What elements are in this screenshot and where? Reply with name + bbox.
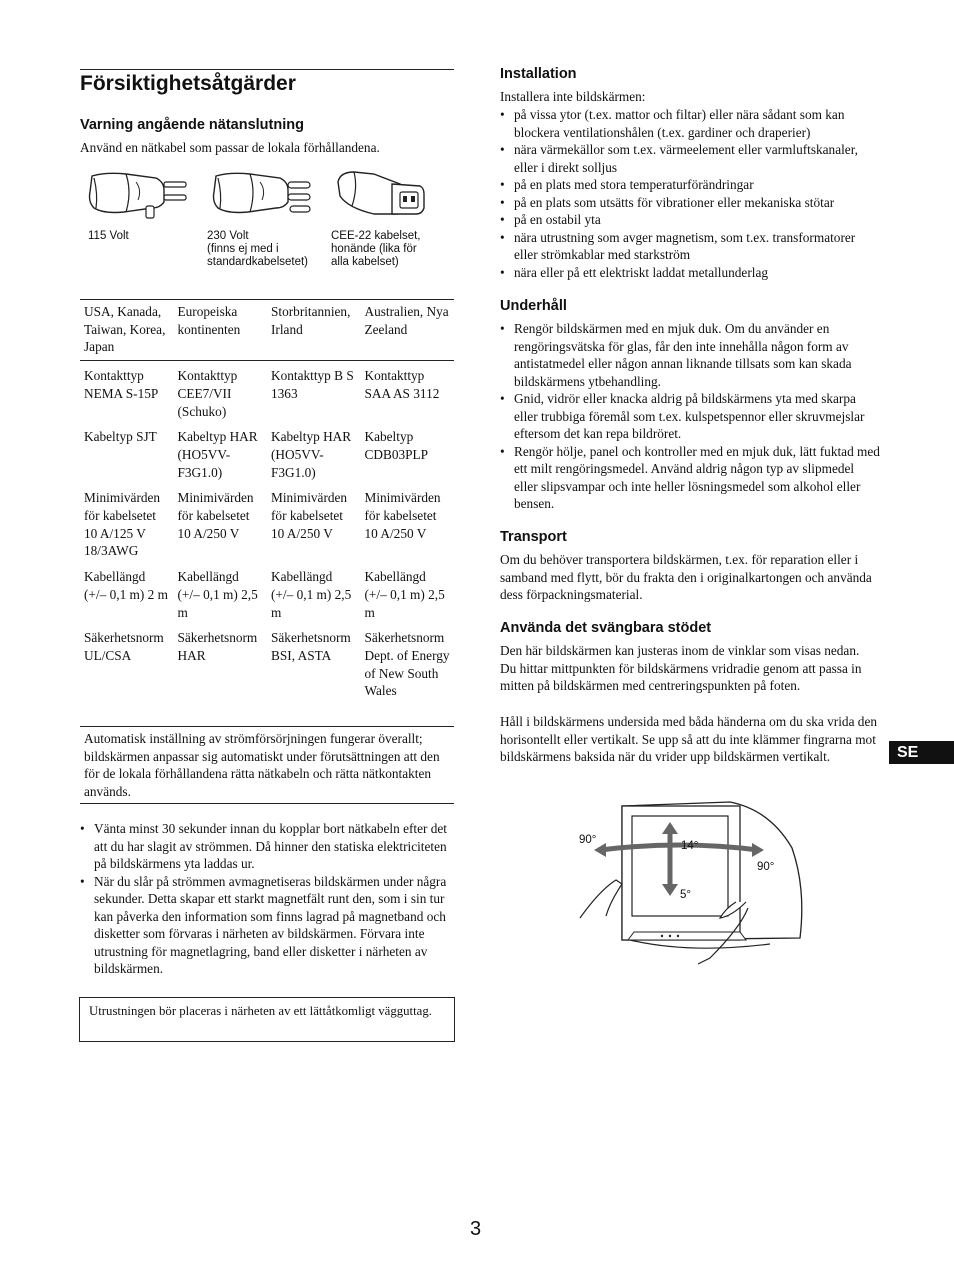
table-cell: Europeiska kontinenten: [174, 300, 268, 361]
table-cell: Minimivärden för kabelsetet 10 A/250 V: [177, 490, 254, 541]
table-row: [80, 361, 454, 427]
installation-bullets: [500, 106, 880, 281]
table-cell: Minimivärden för kabelsetet 10 A/250 V: [364, 490, 441, 541]
table-cell: Kabellängd (+/– 0,1 m) 2 m: [84, 569, 168, 602]
list-item: • på en ostabil yta: [500, 211, 880, 229]
maintenance-bullets: [500, 320, 880, 513]
list-item: • När du slår på strömmen avmagnetiseras bildskärmen under några sekunder. Detta skapar ett starkt magnetfält runt den, som i sin tur kan påverka den information som finns lagrad på magnetband och disketter som förvaras i närheten av bildskärmen. Förvara inte utrustning för magnetlagring, band eller disketter i närheten av bildskärmen.: [80, 873, 454, 978]
page-title: Försiktighetsåtgärder: [80, 72, 296, 95]
auto-note: Automatisk inställning av strömförsörjningen fungerar överallt; bildskärmen anpassar sig automatiskt under förutsättningen att den för de lokala förhållandena rätta nätkabeln och rätta nätkontakten används.: [84, 731, 440, 799]
table-cell: Säkerhetsnorm HAR: [177, 630, 258, 663]
table-cell: Kabellängd (+/– 0,1 m) 2,5 m: [177, 569, 258, 620]
plug-caption-115v: 115 Volt: [88, 230, 129, 242]
list-item: • Gnid, vidrör eller knacka aldrig på bildskärmens yta med skarpa eller trubbiga föremål som t.ex. kulspetspennor eller skruvmejslar eftersom det kan repa bildröret.: [500, 390, 880, 443]
stand-text-1: Den här bildskärmen kan justeras inom de vinklar som visas nedan. Du hittar mittpunkten för bildskärmens vridradie genom att passa in mitten på bildskärmen med centreringspunkten på foten.: [500, 643, 862, 693]
table-cell: Kontakttyp CEE7/VII (Schuko): [177, 368, 238, 419]
stand-text-2: Håll i bildskärmens undersida med båda händerna om du ska vrida den horisontellt eller vertikalt. Se upp så att du inte klämmer fingrarna mot bildskärmens baksida när du vrider upp bildskärmen vertikalt.: [500, 714, 878, 764]
transport-text: Om du behöver transportera bildskärmen, t.ex. för reparation eller i samband med flytt, bör du frakta den i originalkartongen och använda dess förpackningsmaterial.: [500, 552, 872, 602]
table-cell: Minimivärden för kabelsetet 10 A/125 V 18/3AWG: [84, 490, 161, 559]
table-cell: Säkerhetsnorm UL/CSA: [84, 630, 164, 663]
table-cell: Kabellängd (+/– 0,1 m) 2,5 m: [271, 569, 352, 620]
list-item: • Vänta minst 30 sekunder innan du kopplar bort nätkabeln efter det att du har slagit av strömmen. Då hinner den statiska elektriciteten på bildskärmens yta laddas ur.: [80, 820, 454, 873]
table-row: [80, 566, 454, 627]
plug-115v-icon: [86, 168, 190, 220]
angle-label-down: 5°: [680, 889, 691, 901]
plug-caption-cee22: CEE-22 kabelset, honände (lika för alla kabelset): [331, 230, 421, 268]
title-rule: [80, 69, 454, 70]
table-cell: Kabeltyp CDB03PLP: [364, 429, 429, 462]
stand-heading: Använda det svängbara stödet: [500, 620, 712, 636]
placement-note: Utrustningen bör placeras i närheten av ett lättåtkomligt vägguttag.: [89, 1004, 432, 1018]
list-item: • nära värmekällor som t.ex. värmeelement eller varmluftskanaler, eller i direkt solljus: [500, 141, 880, 176]
table-row: [80, 627, 454, 706]
table-cell: Kabeltyp HAR (HO5VV-F3G1.0): [177, 429, 258, 480]
table-cell: Kontakttyp SAA AS 3112: [364, 368, 440, 401]
table-cell: Kontakttyp B S 1363: [271, 368, 354, 401]
table-cell: Säkerhetsnorm Dept. of Energy of New South Wales: [364, 630, 450, 699]
table-cell: Kabeltyp SJT: [84, 429, 157, 445]
power-bullets: [80, 820, 454, 978]
monitor-swivel-illustration: [570, 798, 810, 968]
auto-note-bottom-rule: [80, 803, 454, 804]
list-item: • nära utrustning som avger magnetism, som t.ex. transformatorer eller strömkablar med starkström: [500, 229, 880, 264]
list-item: • Rengör bildskärmen med en mjuk duk. Om du använder en rengöringsvätska för glas, får den inte innehålla någon form av antistatmedel eller någon annan liknande tillsats som kan skada bildskärmens ytbehandling.: [500, 320, 880, 390]
table-row: [80, 487, 454, 566]
list-item: • på vissa ytor (t.ex. mattor och filtar) eller nära sådant som kan blockera ventilationshålen (t.ex. gardiner och draperier): [500, 106, 880, 141]
power-spec-table: [80, 299, 454, 706]
plug-230v-icon: [210, 168, 314, 220]
angle-label-up: 14°: [681, 840, 699, 852]
table-cell: USA, Kanada, Taiwan, Korea, Japan: [80, 300, 174, 361]
table-cell: Minimivärden för kabelsetet 10 A/250 V: [271, 490, 348, 541]
table-cell: Kabellängd (+/– 0,1 m) 2,5 m: [364, 569, 445, 620]
transport-heading: Transport: [500, 529, 567, 545]
table-cell: Australien, Nya Zeeland: [361, 300, 455, 361]
page-number: 3: [470, 1218, 482, 1240]
installation-heading: Installation: [500, 66, 577, 82]
auto-note-top-rule: [80, 726, 454, 727]
table-row: [80, 426, 454, 487]
power-intro: Använd en nätkabel som passar de lokala förhållandena.: [80, 140, 380, 155]
plug-caption-230v: 230 Volt (finns ej med i standardkabelsetet): [207, 230, 309, 268]
placement-note-box: [79, 997, 455, 1042]
plug-cee22-icon: [334, 168, 426, 220]
power-heading: Varning angående nätanslutning: [80, 117, 304, 133]
angle-label-left: 90°: [579, 834, 597, 846]
language-tab: SE: [889, 741, 954, 764]
angle-label-right: 90°: [757, 861, 775, 873]
table-cell: Kontakttyp NEMA S-15P: [84, 368, 159, 401]
table-cell: Säkerhetsnorm BSI, ASTA: [271, 630, 351, 663]
list-item: • nära eller på ett elektriskt laddat metallunderlag: [500, 264, 880, 282]
list-item: • på en plats som utsätts för vibrationer eller mekaniska stötar: [500, 194, 880, 212]
table-row: [80, 300, 454, 361]
installation-intro: Installera inte bildskärmen:: [500, 89, 646, 104]
maintenance-heading: Underhåll: [500, 298, 567, 314]
list-item: • Rengör hölje, panel och kontroller med en mjuk duk, lätt fuktad med ett milt rengöringsmedel. Använd aldrig någon typ av slipmedel eller slipsvampar och inte heller lösningsmedel som alkohol eller bensen.: [500, 443, 880, 513]
table-cell: Kabeltyp HAR (HO5VV-F3G1.0): [271, 429, 352, 480]
list-item: • på en plats med stora temperaturförändringar: [500, 176, 880, 194]
table-cell: Storbritannien, Irland: [267, 300, 361, 361]
